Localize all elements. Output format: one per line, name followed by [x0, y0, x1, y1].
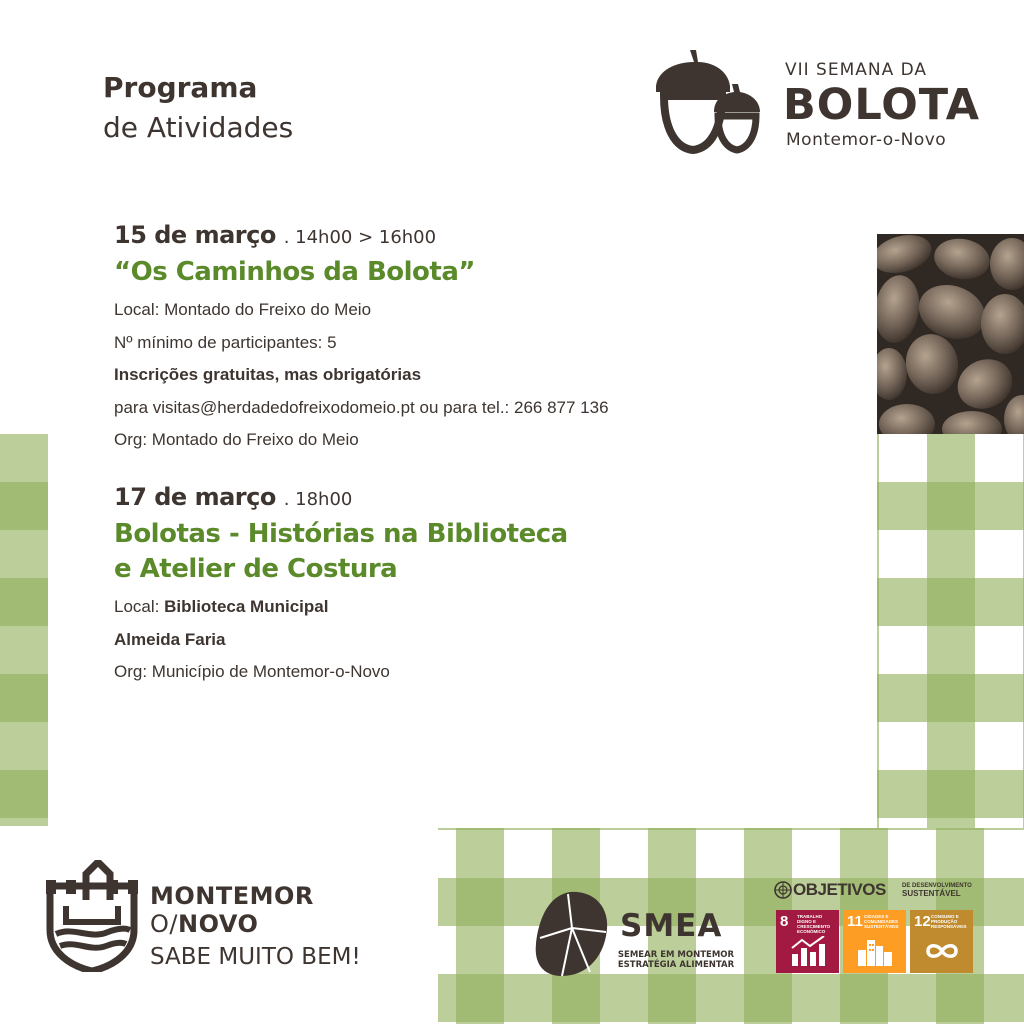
castle-shield-icon: [46, 860, 138, 972]
event-card-2: [114, 480, 854, 689]
event-time: . 14h00 > 16h00: [283, 227, 437, 248]
program-title-line2: de Atividades: [103, 111, 294, 144]
sdg-title: OBJETIVOS: [793, 880, 886, 899]
sdg-tagline-line2: SUSTENTÁVEL: [902, 889, 961, 898]
semana-bolota-logo: [650, 44, 990, 164]
acorn-icon: [650, 44, 770, 159]
sdg-number: 8: [780, 913, 789, 930]
event-contact[interactable]: para visitas@herdadedofreixodomeio.pt ou para tel.: 266 877 136: [114, 397, 609, 417]
sdg-number: 12: [914, 913, 931, 930]
city-buildings-icon: [857, 936, 893, 966]
montemor-name-line2: [150, 910, 314, 938]
sdg-tile-12: [910, 910, 973, 973]
smea-subtitle-line1: SEMEAR EM MONTEMOR: [617, 950, 735, 960]
gingham-pattern-right: [877, 434, 1024, 830]
event-card-1: [114, 218, 854, 457]
sdg-tagline: [902, 883, 972, 897]
growth-chart-icon: [790, 936, 826, 966]
sdg-header: [774, 880, 980, 900]
program-title: [103, 68, 293, 148]
montemor-name-novo: NOVO: [177, 910, 259, 938]
event-local: [114, 591, 854, 624]
montemor-name-line1: MONTEMOR: [150, 882, 314, 910]
event-registration: Inscrições gratuitas, mas obrigatórias: [114, 365, 422, 384]
gingham-pattern-left: [0, 434, 48, 826]
sdg-tile-8: [776, 910, 839, 973]
event-title-line1: Bolotas - Histórias na Biblioteca: [114, 519, 568, 549]
semana-label: VII SEMANA DA: [785, 60, 928, 80]
smea-logo: [532, 888, 742, 983]
smea-subtitle: [616, 950, 736, 970]
event-local-prefix: Local:: [114, 597, 165, 616]
event-date: 17 de março: [114, 483, 276, 511]
montemor-name-o: O/: [150, 910, 178, 938]
event-date-line: [114, 480, 854, 517]
un-emblem-icon: [774, 881, 792, 899]
sdg-label: CIDADES E COMUNIDADES SUSTENTÁVEIS: [864, 914, 899, 929]
event-title: “Os Caminhos da Bolota”: [114, 257, 475, 287]
event-local-value: Biblioteca Municipal: [164, 597, 329, 616]
semana-place: Montemor-o-Novo: [786, 130, 947, 150]
sdg-label: TRABALHO DIGNO E CRESCIMENTO ECONÓMICO: [797, 914, 831, 934]
acorn-photo: [877, 234, 1024, 434]
sdg-label: CONSUMO E PRODUÇÃO RESPONSÁVEIS: [931, 914, 967, 929]
event-title-line2: e Atelier de Costura: [114, 554, 398, 584]
semana-title: BOLOTA: [783, 80, 981, 130]
event-date-line: [114, 218, 854, 255]
sdg-tagline-line1: DE DESENVOLVIMENTO: [902, 883, 972, 889]
event-local-value-line2: Almeida Faria: [114, 629, 226, 649]
seed-icon: [532, 888, 614, 980]
event-title: [114, 517, 854, 587]
event-org: Org: Município de Montemor-o-Novo: [114, 662, 390, 681]
montemor-slogan: SABE MUITO BEM!: [150, 944, 361, 970]
sdg-block: [774, 880, 978, 975]
event-date: 15 de março: [114, 221, 276, 249]
event-org: Org: Montado do Freixo do Meio: [114, 430, 359, 449]
event-time: . 18h00: [283, 489, 353, 510]
montemor-name: [150, 882, 314, 938]
montemor-logo: [46, 860, 406, 980]
smea-subtitle-line2: ESTRATÉGIA ALIMENTAR: [617, 960, 735, 970]
sdg-tile-11: [843, 910, 906, 973]
smea-name: SMEA: [620, 908, 723, 944]
program-title-line1: Programa: [103, 71, 258, 104]
sdg-number: 11: [847, 913, 863, 930]
event-local: Local: Montado do Freixo do Meio: [114, 300, 372, 319]
event-min-participants: Nº mínimo de participantes: 5: [114, 332, 337, 352]
infinity-icon: [924, 936, 960, 966]
